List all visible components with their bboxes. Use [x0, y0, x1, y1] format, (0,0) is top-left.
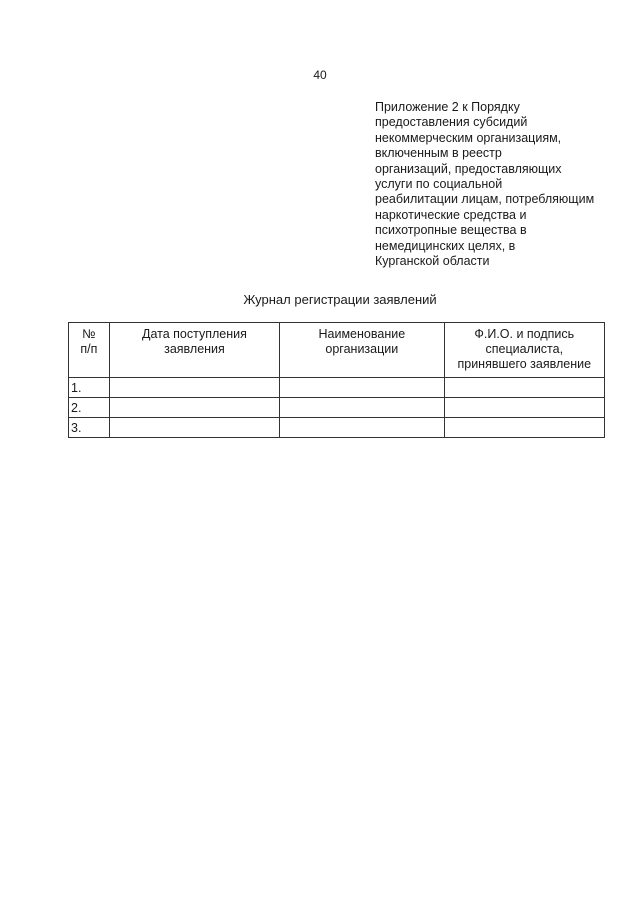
appendix-line: Приложение 2 к Порядку: [375, 100, 520, 114]
table-row: [69, 418, 605, 438]
appendix-line: включенным в реестр: [375, 146, 502, 161]
row-date-cell: [109, 418, 279, 438]
appendix-line: некоммерческим организациям,: [375, 130, 562, 145]
table-header-row: [69, 323, 605, 378]
header-number-line: №: [82, 327, 96, 341]
header-signature-line: Ф.И.О. и подпись: [474, 327, 575, 341]
header-number-line: п/п: [80, 342, 98, 356]
header-date: [109, 323, 279, 378]
row-signature-cell: [444, 398, 604, 418]
page-number: 40: [313, 68, 327, 82]
appendix-line: услуги по социальной: [375, 177, 503, 192]
appendix-line: реабилитации лицам, потребляющим: [375, 192, 595, 207]
row-signature-cell: [444, 378, 604, 398]
row-organization-cell: [280, 378, 444, 398]
row-number-cell: 2.: [69, 398, 110, 418]
appendix-note: [375, 100, 615, 269]
appendix-line: Курганской области: [375, 254, 490, 269]
header-organization-line: организации: [325, 342, 399, 356]
row-organization-cell: [280, 418, 444, 438]
row-number-cell: 3.: [69, 418, 110, 438]
table-row: [69, 378, 605, 398]
header-signature-line: специалиста,: [485, 342, 564, 356]
row-signature-cell: [444, 418, 604, 438]
table-row: [69, 398, 605, 418]
row-number-cell: 1.: [69, 378, 110, 398]
header-signature: [444, 323, 604, 378]
header-date-line: заявления: [164, 342, 225, 356]
registration-table: [68, 322, 605, 438]
appendix-line: организаций, предоставляющих: [375, 161, 562, 176]
appendix-line: предоставления субсидий: [375, 115, 528, 130]
header-number: [69, 323, 110, 378]
row-date-cell: [109, 398, 279, 418]
header-organization: [280, 323, 444, 378]
header-signature-line: принявшего заявление: [457, 357, 592, 371]
appendix-line: наркотические средства и: [375, 207, 527, 222]
row-organization-cell: [280, 398, 444, 418]
journal-title: Журнал регистрации заявлений: [243, 292, 437, 307]
row-date-cell: [109, 378, 279, 398]
header-date-line: Дата поступления: [141, 327, 247, 341]
header-organization-line: Наименование: [318, 327, 406, 341]
appendix-line: психотропные вещества в: [375, 223, 527, 238]
appendix-line: немедицинских целях, в: [375, 238, 516, 253]
